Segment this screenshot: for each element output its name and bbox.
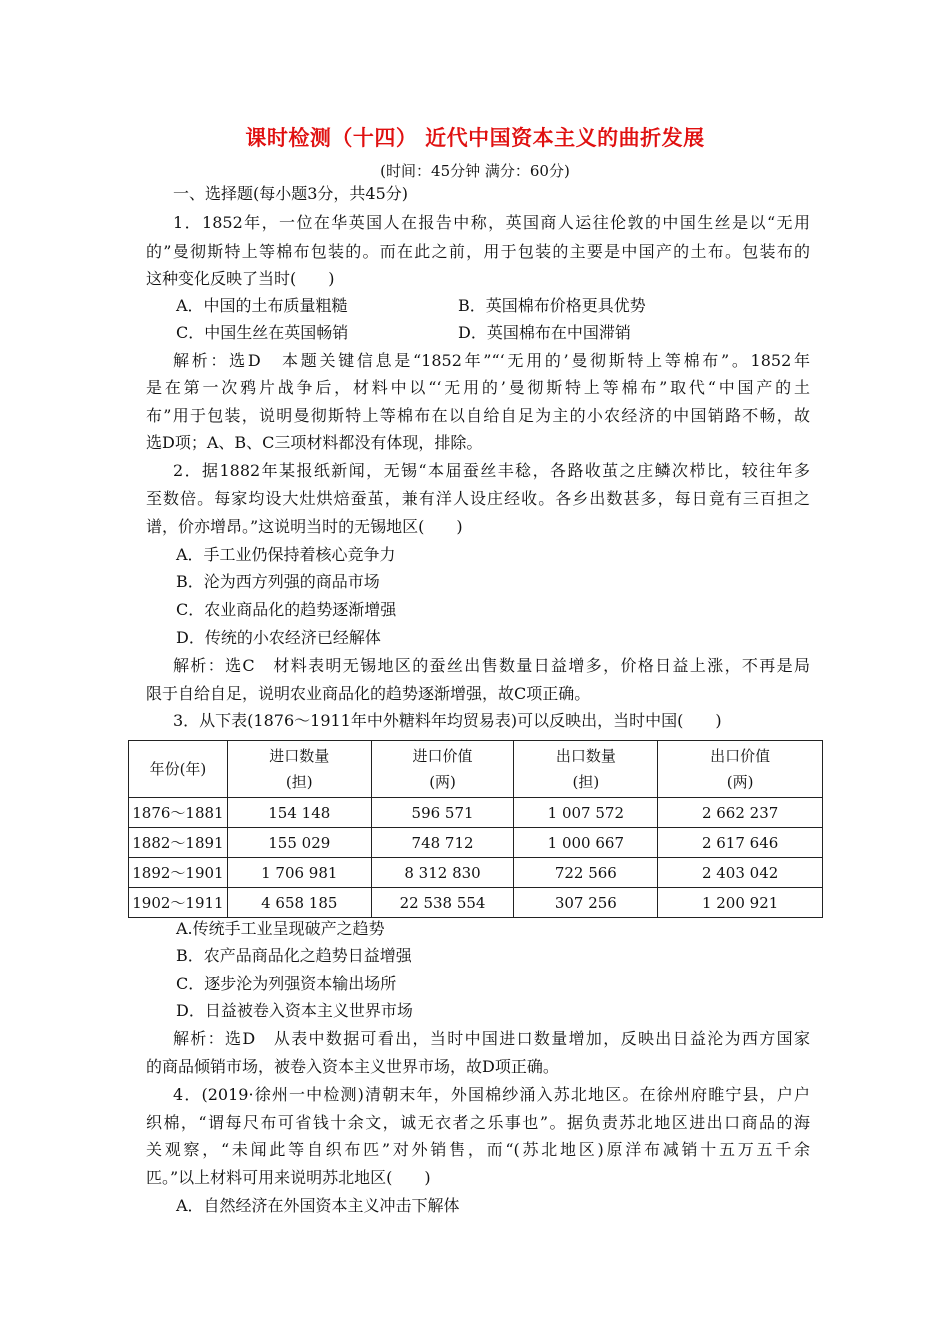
question-1-option-b: B．英国棉布价格更具优势	[458, 296, 646, 315]
table-row	[129, 888, 823, 918]
question-1-option-a: A．中国的土布质量粗糙	[176, 296, 348, 315]
question-4-line-4: 匹。”以上材料可用来说明苏北地区( )	[146, 1168, 431, 1187]
table-row	[129, 858, 823, 888]
table-cell: 2 403 042	[658, 858, 823, 888]
question-2-line-3: 谱，价亦增昂。”这说明当时的无锡地区( )	[146, 517, 463, 536]
table-cell: 1892～1901	[129, 858, 228, 888]
question-2-analysis-line-2: 限于自给自足，说明农业商品化的趋势逐渐增强，故C项正确。	[146, 684, 591, 703]
table-cell: 2 617 646	[658, 828, 823, 858]
table-cell: 748 712	[371, 828, 514, 858]
table-cell: 1 000 667	[514, 828, 658, 858]
header-export-value: 出口价值 (两)	[658, 741, 823, 798]
question-1-analysis-line-2: 是在第一次鸦片战争后，材料中以“‘无用的’曼彻斯特上等棉布”取代“中国产的土	[146, 378, 810, 397]
table-row	[129, 798, 823, 828]
header-import-quantity: 进口数量 (担)	[227, 741, 371, 798]
question-4-line-2: 织棉，“谓每尺布可省钱十余文，诚无衣者之乐事也”。据负责苏北地区进出口商品的海	[146, 1113, 810, 1132]
table-header-row	[129, 741, 823, 798]
question-1-analysis-line-4: 选D项；A、B、C三项材料都没有体现，排除。	[146, 433, 483, 452]
question-1-option-d: D．英国棉布在中国滞销	[458, 323, 631, 342]
question-2-option-d: D．传统的小农经济已经解体	[176, 628, 381, 647]
table-cell: 596 571	[371, 798, 514, 828]
header-year: 年份(年)	[129, 741, 228, 798]
table-cell: 1 007 572	[514, 798, 658, 828]
table-cell: 2 662 237	[658, 798, 823, 828]
question-4-line-3: 关观察，“未闻此等自织布匹”对外销售，而“(苏北地区)原洋布减销十五万五千余	[146, 1140, 810, 1159]
time-and-score: (时间：45分钟 满分：60分)	[380, 162, 570, 180]
question-4-line-1: 4．(2019·徐州一中检测)清朝末年，外国棉纱涌入苏北地区。在徐州府睢宁县，户户	[173, 1085, 810, 1104]
question-3-analysis-line-2: 的商品倾销市场，被卷入资本主义世界市场，故D项正确。	[146, 1057, 559, 1076]
question-3-analysis-line-1: 解析：选D 从表中数据可看出，当时中国进口数量增加，反映出日益沦为西方国家	[173, 1029, 810, 1048]
document-title: 课时检测（十四） 近代中国资本主义的曲折发展	[245, 125, 705, 150]
question-2-option-b: B．沦为西方列强的商品市场	[176, 572, 380, 591]
table-cell: 1876～1881	[129, 798, 228, 828]
question-3-option-c: C．逐步沦为列强资本输出场所	[176, 974, 397, 993]
table-cell: 22 538 554	[371, 888, 514, 918]
question-2-line-2: 至数倍。每家均设大灶烘焙蚕茧，兼有洋人设庄经收。各乡出数甚多，每日竟有三百担之	[146, 489, 810, 508]
sugar-trade-table	[128, 740, 823, 918]
table-cell: 1 706 981	[227, 858, 371, 888]
table-cell: 8 312 830	[371, 858, 514, 888]
table-cell: 1902～1911	[129, 888, 228, 918]
question-1-analysis-line-3: 布”用于包装，说明曼彻斯特上等棉布在以自给自足为主的小农经济的中国销路不畅，故	[146, 406, 810, 425]
question-1-line-3: 这种变化反映了当时( )	[146, 269, 335, 288]
question-1-line-2: 的”曼彻斯特上等棉布包装的。而在此之前，用于包装的主要是中国产的土布。包装布的	[146, 242, 810, 261]
question-3-stem: 3．从下表(1876～1911年中外糖料年均贸易表)可以反映出，当时中国( )	[173, 711, 722, 730]
table-cell: 307 256	[514, 888, 658, 918]
table-cell: 155 029	[227, 828, 371, 858]
question-1-option-c: C．中国生丝在英国畅销	[176, 323, 349, 342]
question-1-line-1: 1．1852年，一位在华英国人在报告中称，英国商人运往伦敦的中国生丝是以“无用	[173, 213, 810, 232]
header-import-value: 进口价值 (两)	[371, 741, 514, 798]
question-2-option-a: A．手工业仍保持着核心竞争力	[176, 545, 396, 564]
table-cell: 154 148	[227, 798, 371, 828]
header-export-quantity: 出口数量 (担)	[514, 741, 658, 798]
section-heading: 一、选择题(每小题3分，共45分)	[173, 184, 409, 203]
table-cell: 722 566	[514, 858, 658, 888]
question-2-option-c: C．农业商品化的趋势逐渐增强	[176, 600, 397, 619]
table-row	[129, 828, 823, 858]
table-cell: 1 200 921	[658, 888, 823, 918]
question-3-option-d: D．日益被卷入资本主义世界市场	[176, 1001, 413, 1020]
question-2-analysis-line-1: 解析：选C 材料表明无锡地区的蚕丝出售数量日益增多，价格日益上涨，不再是局	[173, 656, 810, 675]
question-1-analysis-line-1: 解析：选D 本题关键信息是“1852年”“‘无用的’曼彻斯特上等棉布”。1852年	[173, 351, 810, 370]
table-cell: 4 658 185	[227, 888, 371, 918]
question-3-option-a: A.传统手工业呈现破产之趋势	[176, 919, 385, 938]
question-4-option-a: A．自然经济在外国资本主义冲击下解体	[176, 1196, 460, 1215]
question-3-option-b: B．农产品商品化之趋势日益增强	[176, 946, 412, 965]
table-cell: 1882～1891	[129, 828, 228, 858]
question-2-line-1: 2．据1882年某报纸新闻，无锡“本届蚕丝丰稔，各路收茧之庄鳞次栉比，较往年多	[173, 461, 810, 480]
